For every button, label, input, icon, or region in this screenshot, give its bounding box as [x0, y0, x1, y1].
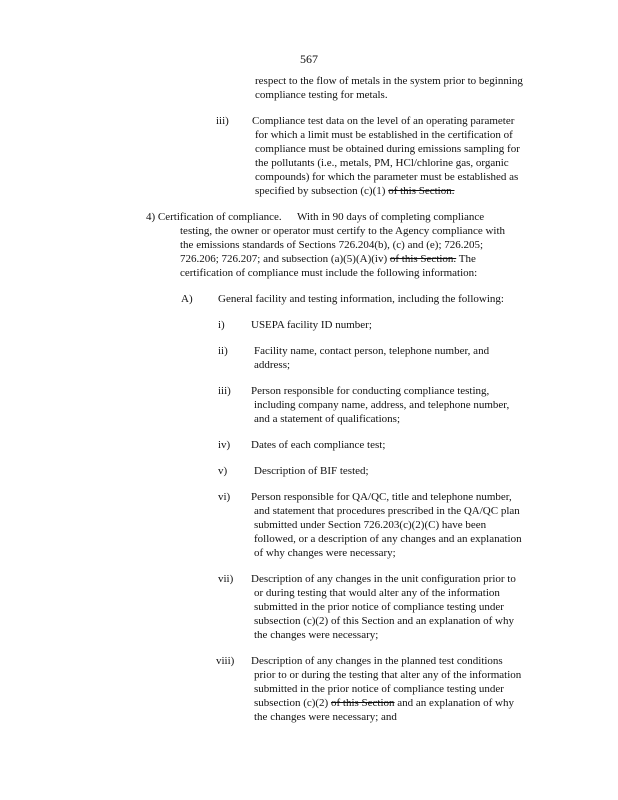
text-fragment: 726.206; 726.207; and subsection (a)(5)(A)(iv) [180, 253, 388, 265]
text-line: submitted under Section 726.203(c)(2)(C) have been [254, 519, 487, 531]
text-line: address; [254, 359, 291, 371]
text-line: or during testing that would alter any of the information [254, 587, 500, 599]
list-marker: iii) [218, 385, 231, 397]
text-line: respect to the flow of metals in the system prior to beginning [255, 75, 523, 87]
list-marker: v) [218, 465, 228, 477]
text-line: Person responsible for QA/QC, title and telephone number, [251, 491, 512, 503]
text-line: compounds) for which the parameter must be established as [255, 171, 519, 183]
text-line: USEPA facility ID number; [251, 319, 372, 331]
text-line: With in 90 days of completing compliance [297, 211, 485, 223]
text-line: the emissions standards of Sections 726.204(b), (c) and (e); 726.205; [180, 239, 484, 251]
section-heading: 4) Certification of compliance. [146, 211, 282, 223]
struck-text: of this Section. [389, 253, 457, 265]
text-line: General facility and testing information, including the following: [218, 293, 504, 305]
text-line: subsection (c)(2) of this Section and an explanation of why [254, 615, 514, 627]
list-marker: iii) [216, 115, 229, 127]
struck-text: of this Section. [388, 185, 455, 197]
text-line: for which a limit must be established in the certification of [255, 129, 513, 141]
text-line: the pollutants (i.e., metals, PM, HCl/chlorine gas, organic [255, 157, 509, 169]
text-line: and statement that procedures prescribed in the QA/QC plan [254, 505, 520, 517]
text-line: compliance testing for metals. [255, 89, 388, 101]
text-fragment: specified by subsection (c)(1) [255, 185, 386, 197]
text-line: Person responsible for conducting compliance testing, [251, 385, 490, 397]
text-line: the changes were necessary; and [254, 711, 397, 723]
text-fragment: The [458, 253, 476, 265]
text-line: Description of any changes in the planned test conditions [251, 655, 503, 667]
page-number: 567 [300, 52, 318, 66]
struck-text: of this Section [330, 697, 395, 709]
text-line: and a statement of qualifications; [254, 413, 401, 425]
text-line: submitted in the prior notice of compliance testing under [254, 601, 504, 613]
list-marker: A) [181, 293, 193, 305]
text-line: the changes were necessary; [254, 629, 379, 641]
text-line: followed, or a description of any changes and an explanation [254, 533, 522, 545]
text-fragment: and an explanation of why [397, 697, 514, 709]
text-line: Dates of each compliance test; [251, 439, 386, 451]
text-line: certification of compliance must include the following information: [180, 267, 478, 279]
text-line: Description of any changes in the unit configuration prior to [251, 573, 516, 585]
text-line: Facility name, contact person, telephone number, and [254, 345, 490, 357]
text-line: Description of BIF tested; [254, 465, 369, 477]
text-line: of why changes were necessary; [254, 547, 396, 559]
list-marker: viii) [216, 655, 235, 667]
list-marker: vi) [218, 491, 231, 503]
list-marker: iv) [218, 439, 231, 451]
list-marker: vii) [218, 573, 234, 585]
text-line [254, 696, 514, 710]
text-line: testing, the owner or operator must certify to the Agency compliance with [180, 225, 506, 237]
text-line [180, 252, 476, 266]
text-line: Compliance test data on the level of an operating parameter [252, 115, 515, 127]
list-marker: i) [218, 319, 225, 331]
text-line: including company name, address, and telephone number, [254, 399, 510, 411]
text-line [255, 184, 455, 198]
list-marker: ii) [218, 345, 228, 357]
text-line: submitted in the prior notice of compliance testing under [254, 683, 504, 695]
text-fragment: subsection (c)(2) [254, 697, 329, 709]
text-line: prior to or during the testing that alter any of the information [254, 669, 522, 681]
text-line: compliance must be obtained during emissions sampling for [255, 143, 520, 155]
